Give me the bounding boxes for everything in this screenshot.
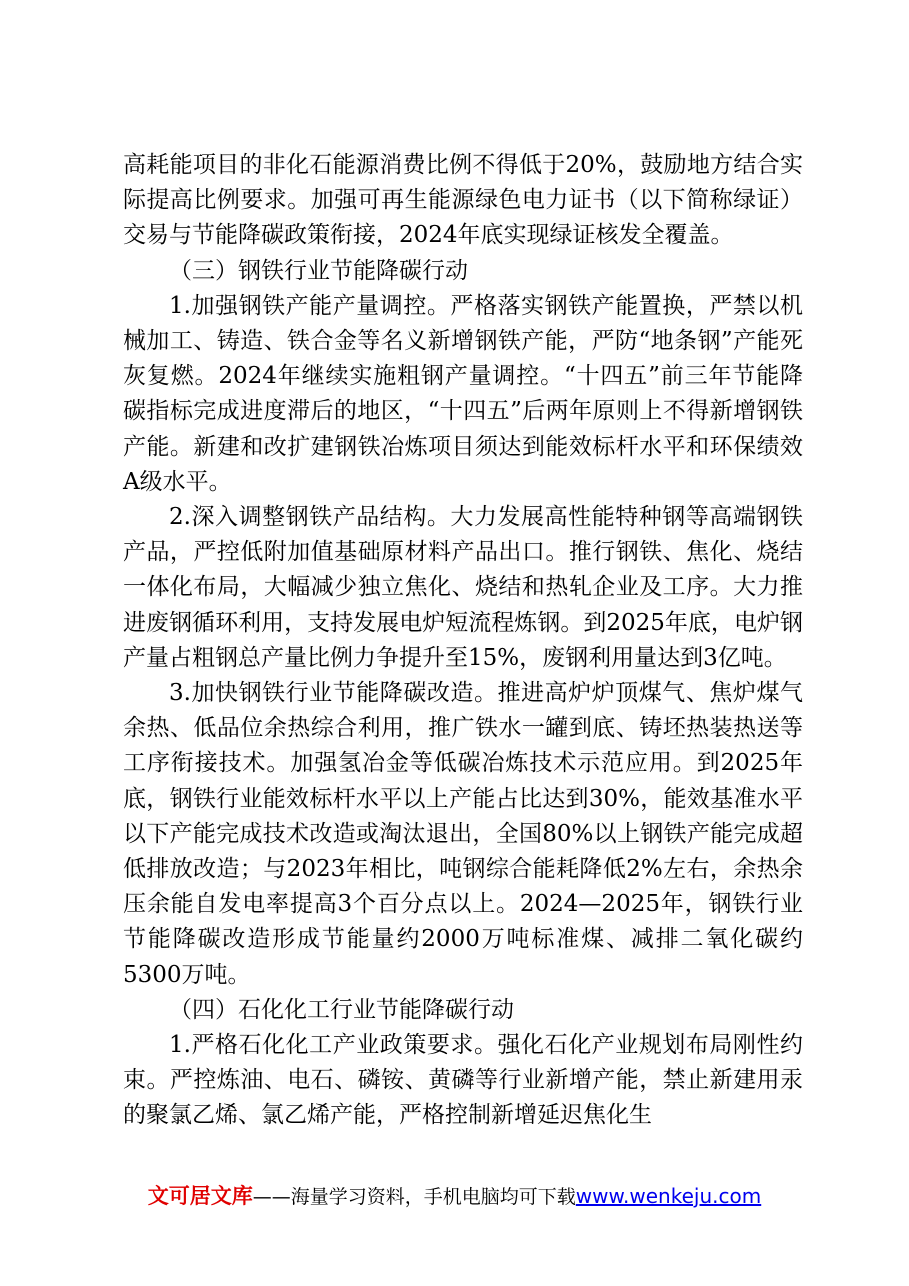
footer-site-link[interactable]: www.wenkeju.com (575, 1184, 762, 1208)
section-heading-petrochemical: （四）石化化工行业节能降碳行动 (169, 996, 514, 1023)
paragraph-continuation: 高耗能项目的非化石能源消费比例不得低于20%，鼓励地方结合实际提高比例要求。加强可再生能源绿色电力证书（以下简称绿证）交易与节能降碳政策衔接，2024年底实现绿证核发全覆盖。 (123, 152, 803, 249)
footer-tagline: ——海量学习资料，手机电脑均可下载 (252, 1186, 576, 1208)
paragraph-petrochemical-policy: 1.严格石化化工产业政策要求。强化石化产业规划布局刚性约束。严控炼油、电石、磷铵、黄磷等行业新增产能，禁止新建用汞的聚氯乙烯、氯乙烯产能，严格控制新增延迟焦化生 (123, 1032, 803, 1129)
section-heading-steel: （三）钢铁行业节能降碳行动 (169, 257, 468, 284)
paragraph-steel-retrofit: 3.加快钢铁行业节能降碳改造。推进高炉炉顶煤气、焦炉煤气余热、低品位余热综合利用，推广铁水一罐到底、铸坯热装热送等工序衔接技术。加强氢冶金等低碳冶炼技术示范应用。到2025年底，钢铁行业能效标杆水平以上产能占比达到30%，能效基准水平以下产能完成技术改造或淘汰退出，全国80%以上钢铁产能完成超低排放改造；与2023年相比，吨钢综合能耗降低2%左右，余热余压余能自发电率提高3个百分点以上。2024—2025年，钢铁行业节能降碳改造形成节能量约2000万吨标准煤、减排二氧化碳约5300万吨。 (123, 680, 803, 988)
footer-banner (0, 1179, 909, 1214)
paragraph-steel-structure: 2.深入调整钢铁产品结构。大力发展高性能特种钢等高端钢铁产品，严控低附加值基础原材料产品出口。推行钢铁、焦化、烧结一体化布局，大幅减少独立焦化、烧结和热轧企业及工序。大力推进废钢循环利用，支持发展电炉短流程炼钢。到2025年底，电炉钢产量占粗钢总产量比例力争提升至15%，废钢利用量达到3亿吨。 (123, 504, 803, 671)
footer-brand: 文可居文库 (147, 1184, 253, 1208)
document-body (123, 148, 803, 1134)
paragraph-steel-capacity: 1.加强钢铁产能产量调控。严格落实钢铁产能置换，严禁以机械加工、铸造、铁合金等名义新增钢铁产能，严防“地条钢”产能死灰复燃。2024年继续实施粗钢产量调控。“十四五”前三年节能降碳指标完成进度滞后的地区，“十四五”后两年原则上不得新增钢铁产能。新建和改扩建钢铁冶炼项目须达到能效标杆水平和环保绩效A级水平。 (123, 292, 803, 495)
